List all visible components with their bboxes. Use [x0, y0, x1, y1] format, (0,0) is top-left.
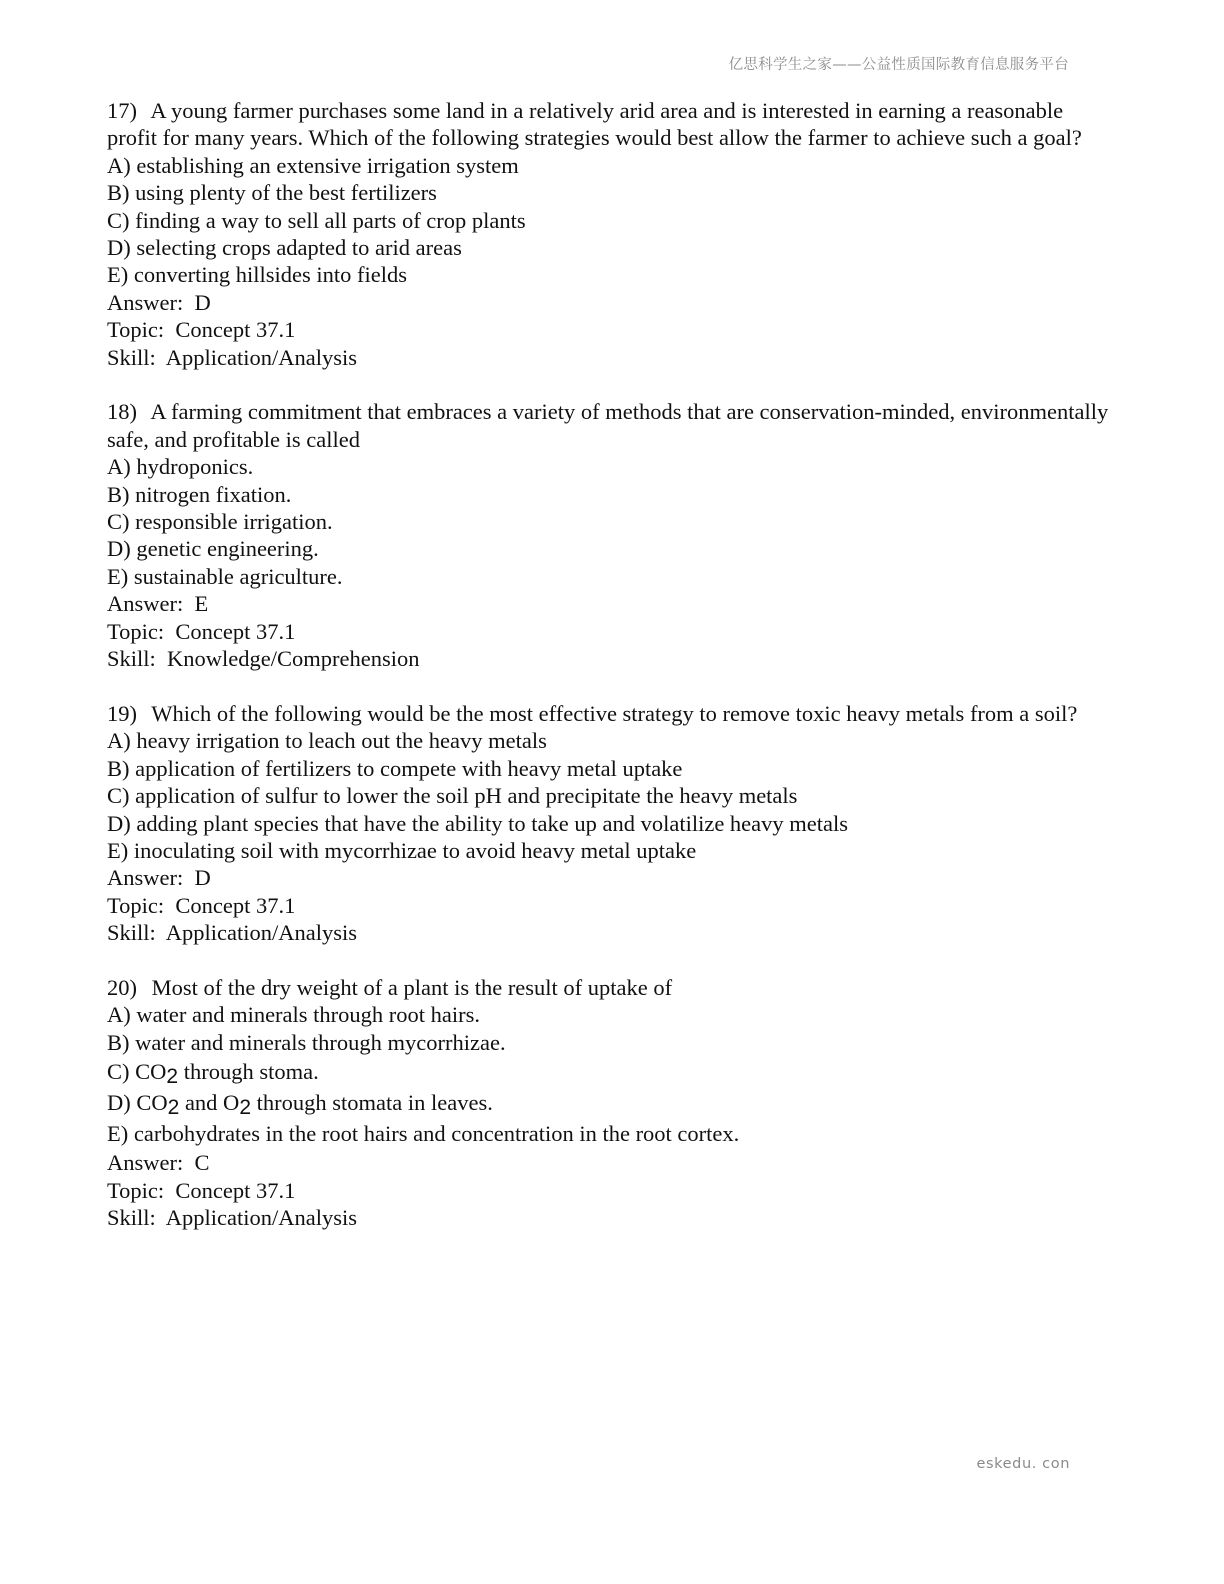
skill: Skill: Knowledge/Comprehension: [107, 646, 420, 672]
option-c: C) finding a way to sell all parts of crop plants: [107, 207, 526, 233]
option-a: A) hydroponics.: [107, 454, 254, 480]
question-stem: [107, 974, 1117, 1001]
question-text: A farming commitment that embraces a variety of methods that are conservation-minded, environmentally safe, and profitable is called: [107, 399, 1109, 452]
answer: Answer: D: [107, 865, 211, 891]
topic: Topic: Concept 37.1: [107, 618, 296, 644]
option-b: B) water and minerals through mycorrhizae.: [107, 1029, 506, 1055]
question-text: A young farmer purchases some land in a relatively arid area and is interested in earning a reasonable profit for many years. Which of the following strategies would best allow the farmer to achieve such a goal?: [107, 98, 1082, 151]
answer: Answer: C: [107, 1150, 210, 1176]
topic: Topic: Concept 37.1: [107, 1177, 296, 1203]
option-e: E) inoculating soil with mycorrhizae to avoid heavy metal uptake: [107, 837, 697, 863]
question-20: [107, 974, 1117, 1231]
option-d-prefix: D) CO: [107, 1090, 168, 1116]
option-c: C) responsible irrigation.: [107, 509, 333, 535]
question-number: 19): [107, 700, 137, 726]
question-19: [107, 700, 1117, 947]
subscript: 2: [166, 1065, 179, 1089]
question-list: [107, 97, 1117, 1259]
option-e: E) sustainable agriculture.: [107, 563, 343, 589]
skill: Skill: Application/Analysis: [107, 920, 358, 946]
topic: Topic: Concept 37.1: [107, 892, 296, 918]
question-stem: [107, 97, 1117, 152]
option-c: C) application of sulfur to lower the soil pH and precipitate the heavy metals: [107, 783, 798, 809]
page-footer: eskedu. con: [976, 1456, 1070, 1472]
option-d: D) genetic engineering.: [107, 536, 319, 562]
option-a: A) establishing an extensive irrigation system: [107, 152, 519, 178]
skill: Skill: Application/Analysis: [107, 344, 358, 370]
topic: Topic: Concept 37.1: [107, 317, 296, 343]
question-17: [107, 97, 1117, 371]
option-d: D) selecting crops adapted to arid areas: [107, 235, 462, 261]
subscript: 2: [239, 1096, 251, 1120]
answer: Answer: D: [107, 289, 211, 315]
question-number: 20): [107, 974, 137, 1000]
option-b: B) using plenty of the best fertilizers: [107, 180, 437, 206]
option-e: E) carbohydrates in the root hairs and concentration in the root cortex.: [107, 1121, 740, 1147]
option-c: [107, 1056, 1117, 1087]
option-c-prefix: C) CO: [107, 1059, 167, 1085]
page-header: 亿思科学生之家——公益性质国际教育信息服务平台: [728, 57, 1069, 73]
question-number: 18): [107, 399, 137, 425]
answer: Answer: E: [107, 591, 209, 617]
subscript: 2: [167, 1096, 180, 1120]
option-d-middle: and O: [179, 1090, 240, 1116]
option-d: [107, 1087, 1117, 1118]
question-18: [107, 398, 1117, 672]
skill: Skill: Application/Analysis: [107, 1204, 358, 1230]
question-stem: [107, 398, 1117, 453]
question-text: Most of the dry weight of a plant is the result of uptake of: [151, 974, 673, 1000]
question-text: Which of the following would be the most effective strategy to remove toxic heavy metals from a soil?: [151, 700, 1078, 726]
option-b: B) application of fertilizers to compete with heavy metal uptake: [107, 755, 683, 781]
option-c-suffix: through stoma.: [178, 1059, 319, 1085]
option-b: B) nitrogen fixation.: [107, 481, 292, 507]
option-a: A) heavy irrigation to leach out the heavy metals: [107, 728, 547, 754]
option-d: D) adding plant species that have the ability to take up and volatilize heavy metals: [107, 810, 849, 836]
option-a: A) water and minerals through root hairs.: [107, 1002, 481, 1028]
option-d-suffix: through stomata in leaves.: [251, 1090, 493, 1116]
question-stem: [107, 700, 1117, 727]
question-number: 17): [107, 98, 137, 123]
option-e: E) converting hillsides into fields: [107, 262, 407, 288]
